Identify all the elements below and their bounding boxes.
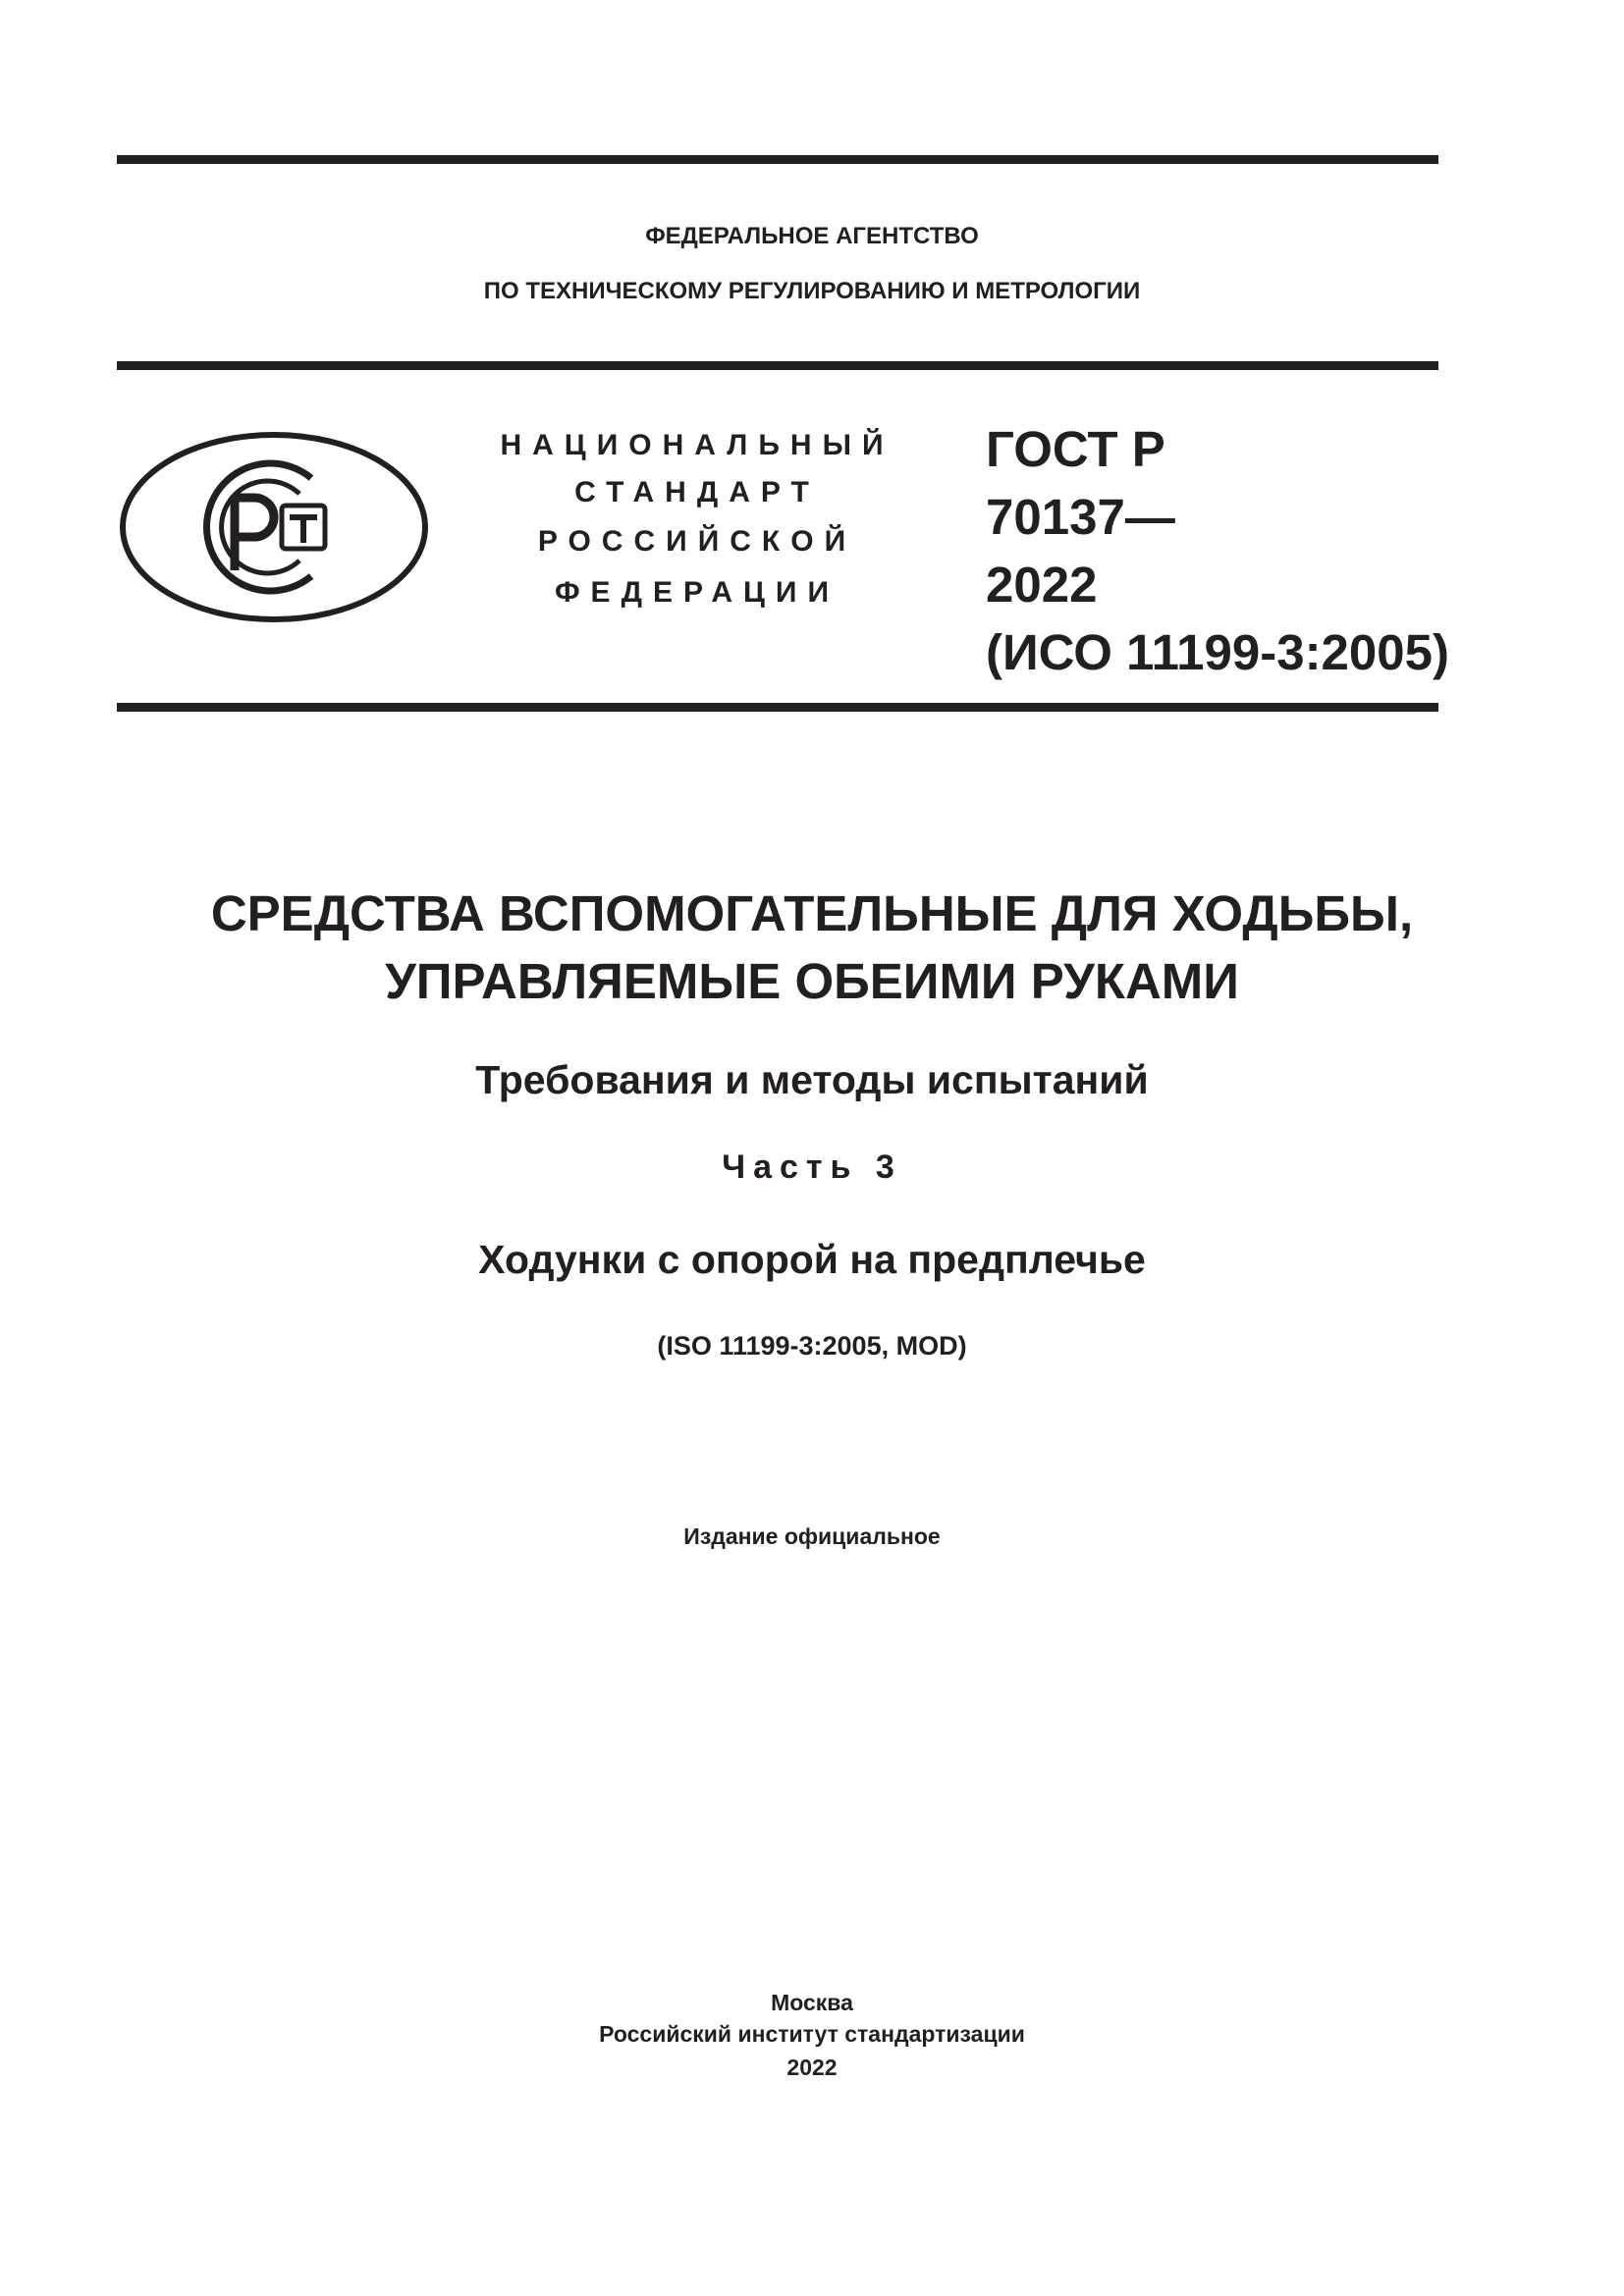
designation-line-4: (ИСО 11199-3:2005): [986, 624, 1449, 680]
designation-line-3: 2022: [986, 557, 1098, 613]
header-bottom-rule: [117, 703, 1438, 712]
imprint-year: 2022: [786, 2055, 838, 2080]
national-standard-line-2: СТАНДАРТ: [574, 476, 820, 508]
national-standard-line-1: НАЦИОНАЛЬНЫЙ: [500, 429, 894, 461]
title-line-1: СРЕДСТВА ВСПОМОГАТЕЛЬНЫЕ ДЛЯ ХОДЬБЫ,: [210, 885, 1414, 941]
designation-line-1: ГОСТ Р: [986, 421, 1165, 477]
national-standard-line-4: ФЕДЕРАЦИИ: [554, 576, 840, 609]
part-title: Ходунки с опорой на предплечье: [478, 1237, 1146, 1282]
title-line-2: УПРАВЛЯЕМЫЕ ОБЕИМИ РУКАМИ: [385, 953, 1239, 1009]
agency-line-2: ПО ТЕХНИЧЕСКОМУ РЕГУЛИРОВАНИЮ И МЕТРОЛОГИИ: [483, 278, 1141, 304]
national-standard-line-3: РОССИЙСКОЙ: [537, 525, 857, 558]
part-number: Часть 3: [722, 1148, 902, 1186]
subtitle: Требования и методы испытаний: [475, 1057, 1149, 1102]
agency-line-1: ФЕДЕРАЛЬНОЕ АГЕНТСТВО: [645, 223, 979, 249]
imprint-city: Москва: [771, 1990, 853, 2015]
iso-reference: (ISO 11199-3:2005, MOD): [657, 1331, 967, 1361]
designation-line-2: 70137—: [986, 489, 1175, 545]
gost-r-logo-icon: [117, 429, 431, 625]
imprint-publisher: Российский институт стандартизации: [599, 2021, 1025, 2047]
header-rule: [117, 361, 1438, 370]
edition-note: Издание официальное: [683, 1523, 941, 1549]
top-rule: [117, 155, 1438, 164]
